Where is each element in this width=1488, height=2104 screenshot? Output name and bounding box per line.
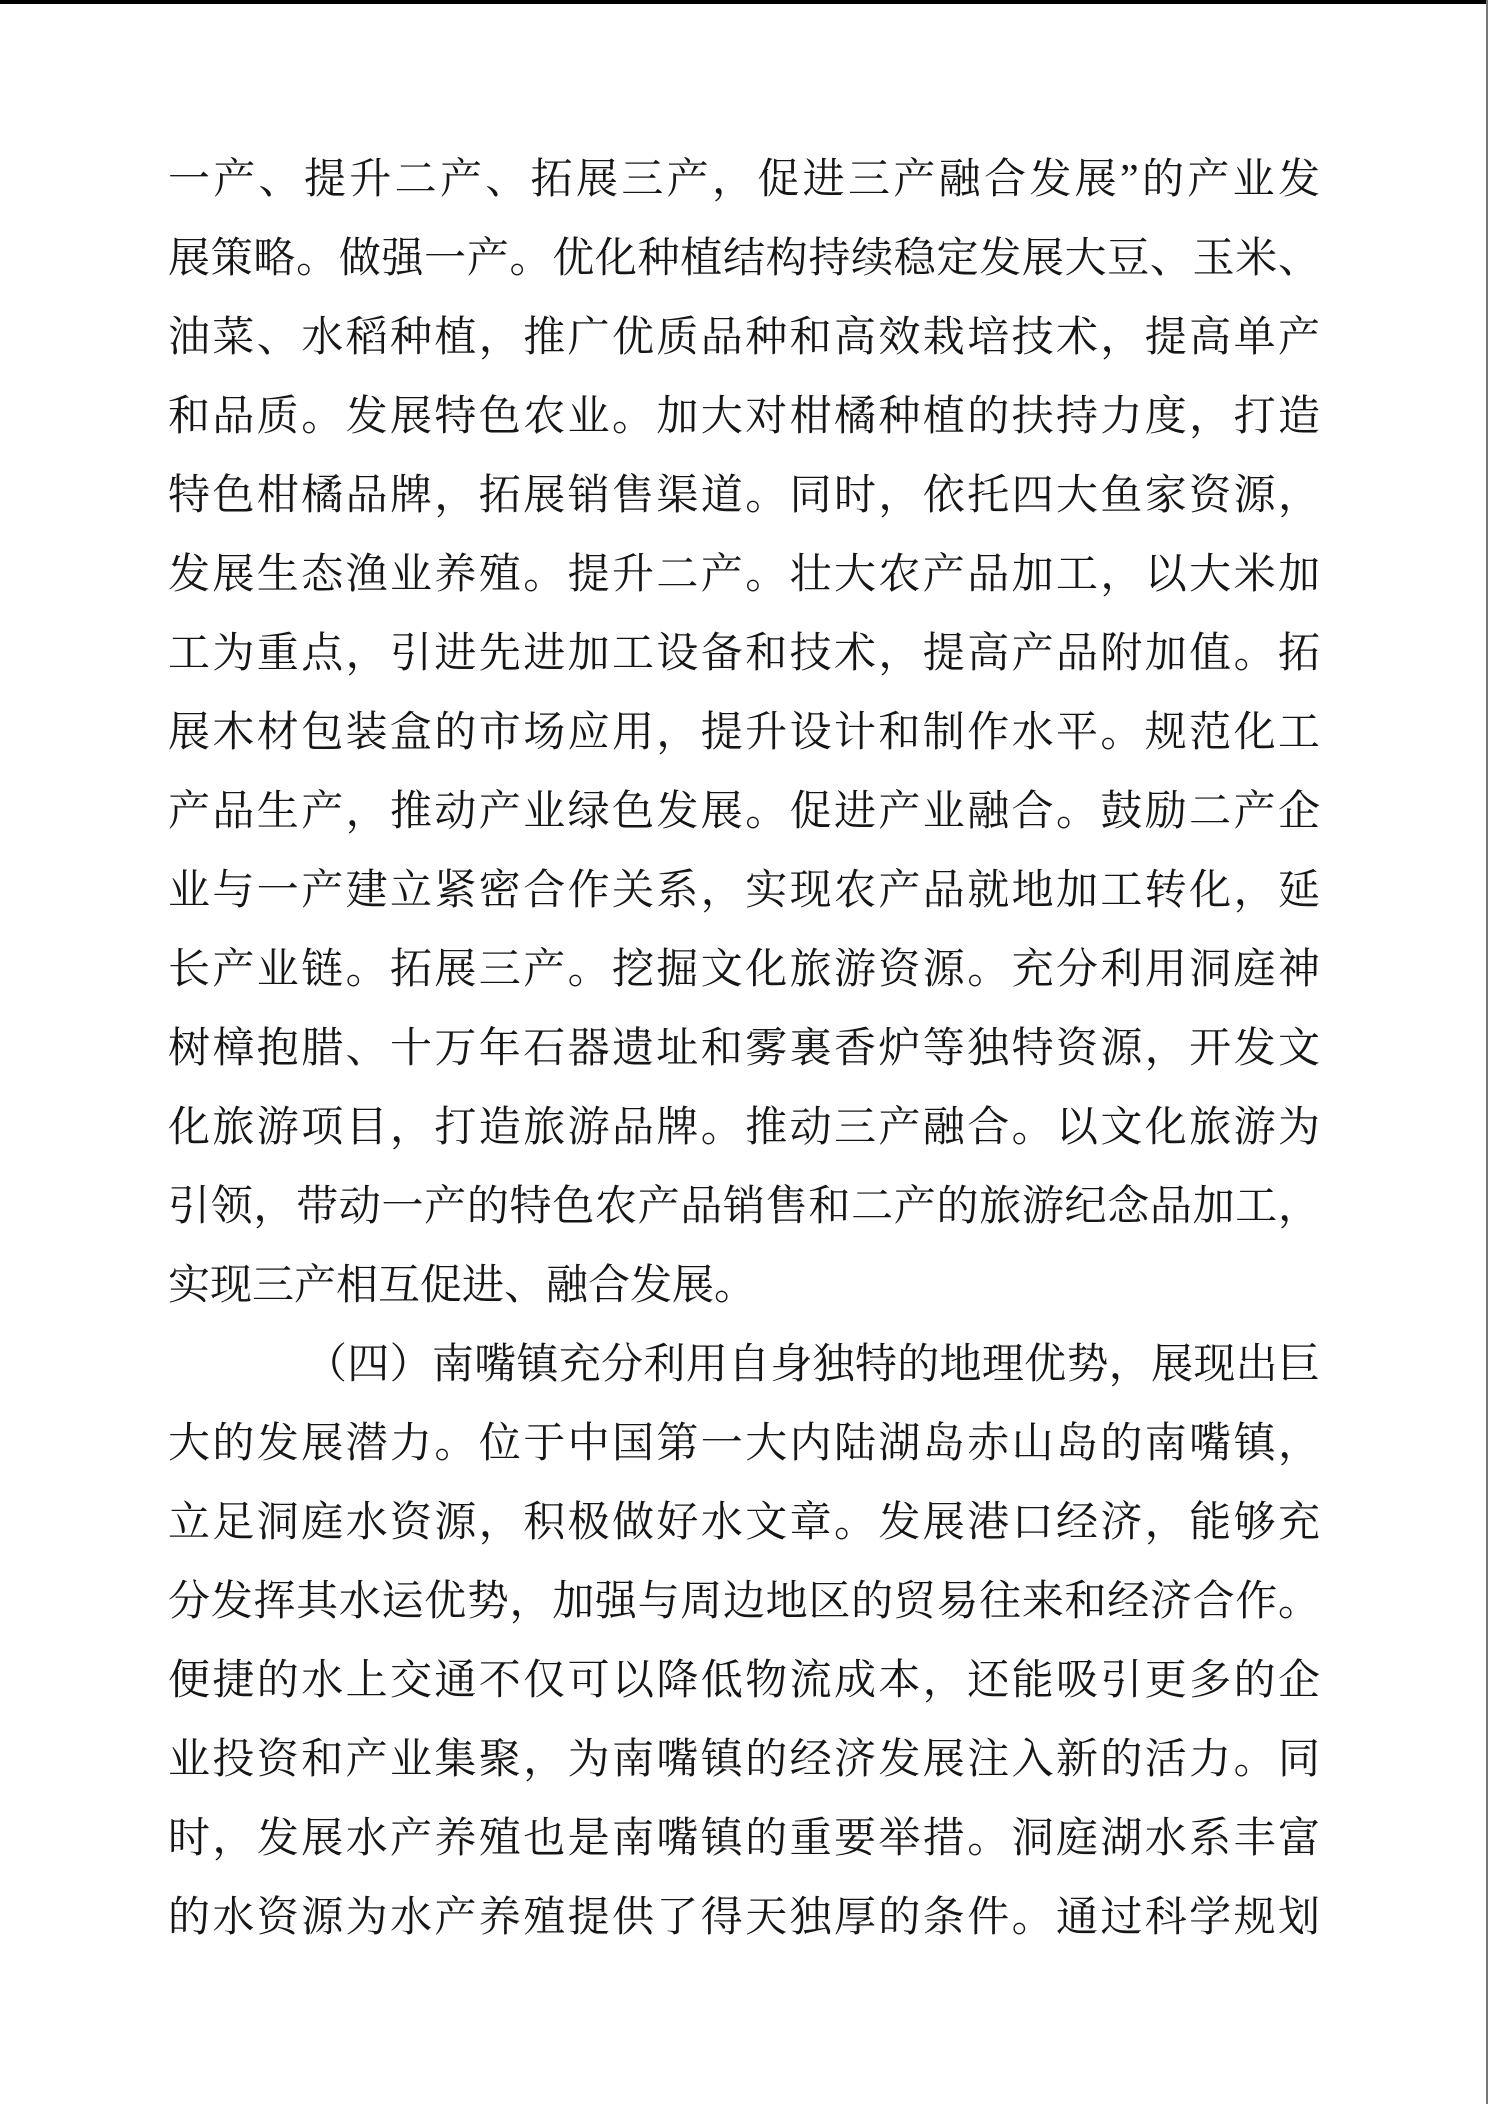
text-line: 发展生态渔业养殖。提升二产。壮大农产品加工，以大米加: [168, 552, 1320, 598]
text-line: 便捷的水上交通不仅可以降低物流成本，还能吸引更多的企: [168, 1658, 1320, 1704]
text-line: 展木材包装盒的市场应用，提升设计和制作水平。规范化工: [168, 710, 1320, 756]
text-line-paragraph-start: （四）南嘴镇充分利用自身独特的地理优势，展现出巨: [305, 1342, 1320, 1388]
text-line: 树樟抱腊、十万年石器遗址和雾裏香炉等独特资源，开发文: [168, 1026, 1320, 1072]
text-line-paragraph-end: 实现三产相互促进、融合发展。: [168, 1263, 757, 1309]
text-line: 化旅游项目，打造旅游品牌。推动三产融合。以文化旅游为: [168, 1105, 1320, 1151]
text-line: 油菜、水稻种植，推广优质品种和高效栽培技术，提高单产: [168, 315, 1320, 361]
document-text-block: [168, 141, 1320, 1958]
text-line: 工为重点，引进先进加工设备和技术，提高产品附加值。拓: [168, 631, 1320, 677]
text-line: 特色柑橘品牌，拓展销售渠道。同时，依托四大鱼家资源，: [168, 473, 1320, 519]
text-line: 业与一产建立紧密合作关系，实现农产品就地加工转化，延: [168, 868, 1320, 914]
text-line: 一产、提升二产、拓展三产，促进三产融合发展”的产业发: [168, 157, 1320, 203]
text-line: 的水资源为水产养殖提供了得天独厚的条件。通过科学规划: [168, 1895, 1320, 1941]
text-line: 引领，带动一产的特色农产品销售和二产的旅游纪念品加工，: [168, 1184, 1320, 1230]
text-line: 时，发展水产养殖也是南嘴镇的重要举措。洞庭湖水系丰富: [168, 1816, 1320, 1862]
text-line: 产品生产，推动产业绿色发展。促进产业融合。鼓励二产企: [168, 789, 1320, 835]
text-line: 和品质。发展特色农业。加大对柑橘种植的扶持力度，打造: [168, 394, 1320, 440]
text-line: 业投资和产业集聚，为南嘴镇的经济发展注入新的活力。同: [168, 1737, 1320, 1783]
text-line: 长产业链。拓展三产。挖掘文化旅游资源。充分利用洞庭神: [168, 947, 1320, 993]
text-line: 大的发展潜力。位于中国第一大内陆湖岛赤山岛的南嘴镇，: [168, 1421, 1320, 1467]
page-top-edge: [0, 0, 1488, 4]
text-line: 分发挥其水运优势，加强与周边地区的贸易往来和经济合作。: [168, 1579, 1320, 1625]
text-line: 展策略。做强一产。优化种植结构持续稳定发展大豆、玉米、: [168, 236, 1320, 282]
text-line: 立足洞庭水资源，积极做好水文章。发展港口经济，能够充: [168, 1500, 1320, 1546]
